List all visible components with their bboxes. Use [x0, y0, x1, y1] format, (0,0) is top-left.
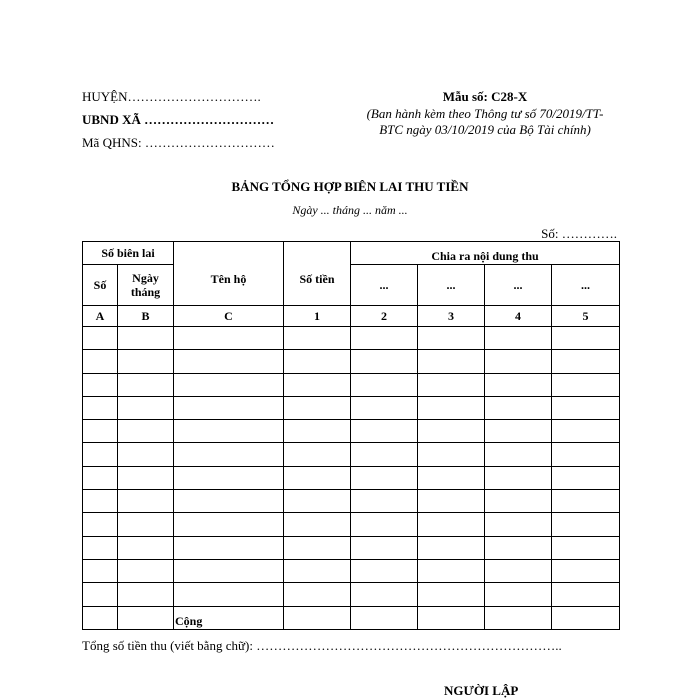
document-number-line: Số: …………. [541, 226, 617, 241]
form-number: Mẫu số: C28-X [442, 89, 528, 104]
table-cell [552, 443, 620, 466]
table-cell [552, 466, 620, 489]
table-cell [485, 396, 552, 419]
table-cell [83, 583, 118, 606]
table-cell [284, 513, 351, 536]
table-cell [174, 327, 284, 350]
table-cell [118, 583, 174, 606]
total-label: Cộng [174, 606, 284, 629]
table-cell [118, 490, 174, 513]
header-sub-col-3: ... [485, 265, 552, 306]
table-cell [351, 420, 418, 443]
table-cell [174, 536, 284, 559]
table-cell [284, 350, 351, 373]
table-cell [485, 420, 552, 443]
table-cell [83, 420, 118, 443]
table-cell [552, 559, 620, 582]
table-cell [284, 536, 351, 559]
header-household-name: Tên hộ [174, 242, 284, 306]
table-cell [552, 513, 620, 536]
table-row [83, 373, 620, 396]
table-cell [118, 420, 174, 443]
table-cell [552, 536, 620, 559]
total-cell [83, 606, 118, 629]
table-cell [284, 490, 351, 513]
regulation-note-line-2: BTC ngày 03/10/2019 của Bộ Tài chính) [379, 122, 591, 137]
table-cell [485, 536, 552, 559]
table-cell [118, 513, 174, 536]
table-cell [118, 327, 174, 350]
header-content-group: Chia ra nội dung thu [351, 242, 620, 265]
table-cell [174, 350, 284, 373]
table-cell [351, 350, 418, 373]
col-code-a: A [83, 306, 118, 327]
total-cell [118, 606, 174, 629]
total-in-words-line: Tổng số tiền thu (viết bằng chữ): …………………………………………………………….. [82, 638, 562, 653]
table-cell [284, 466, 351, 489]
table-cell [174, 513, 284, 536]
table-row [83, 443, 620, 466]
table-cell [118, 373, 174, 396]
table-cell [485, 513, 552, 536]
table-cell [174, 373, 284, 396]
table-cell [552, 373, 620, 396]
table-cell [174, 420, 284, 443]
table-cell [418, 559, 485, 582]
table-cell [118, 443, 174, 466]
header-amount: Số tiền [284, 242, 351, 306]
table-cell [485, 559, 552, 582]
header-sub-col-1: ... [351, 265, 418, 306]
table-cell [351, 513, 418, 536]
table-cell [418, 396, 485, 419]
table-cell [418, 490, 485, 513]
table-cell [485, 327, 552, 350]
table-row [83, 583, 620, 606]
table-cell [83, 513, 118, 536]
table-cell [118, 559, 174, 582]
header-sub-col-4: ... [552, 265, 620, 306]
col-code-c: C [174, 306, 284, 327]
table-cell [418, 466, 485, 489]
qhns-code-line: Mã QHNS: ………………………… [82, 135, 275, 150]
table-cell [83, 350, 118, 373]
table-cell [418, 443, 485, 466]
table-cell [83, 443, 118, 466]
table-cell [552, 396, 620, 419]
col-code-4: 4 [485, 306, 552, 327]
table-cell [284, 327, 351, 350]
page-title: BẢNG TỔNG HỢP BIÊN LAI THU TIỀN [231, 179, 469, 194]
table-cell [485, 443, 552, 466]
table-cell [351, 327, 418, 350]
table-cell [351, 443, 418, 466]
table-cell [284, 443, 351, 466]
table-cell [485, 466, 552, 489]
table-cell [284, 583, 351, 606]
district-line: HUYỆN…………………………. [82, 89, 261, 104]
table-cell [83, 490, 118, 513]
table-cell [485, 583, 552, 606]
table-cell [284, 373, 351, 396]
table-row [83, 536, 620, 559]
table-cell [418, 420, 485, 443]
table-cell [284, 396, 351, 419]
table-cell [174, 559, 284, 582]
table-cell [83, 373, 118, 396]
table-cell [83, 396, 118, 419]
table-cell [284, 559, 351, 582]
table-cell [174, 443, 284, 466]
table-cell [552, 583, 620, 606]
table-cell [552, 350, 620, 373]
header-receipt-number: Số [83, 265, 118, 306]
col-code-b: B [118, 306, 174, 327]
table-row [83, 327, 620, 350]
table-cell [418, 327, 485, 350]
table-row [83, 466, 620, 489]
table-cell [118, 350, 174, 373]
preparer-label: NGƯỜI LẬP [444, 683, 519, 698]
table-cell [83, 559, 118, 582]
table-row [83, 396, 620, 419]
table-cell [418, 583, 485, 606]
total-cell [552, 606, 620, 629]
table-cell [351, 559, 418, 582]
table-cell [118, 466, 174, 489]
table-row [83, 513, 620, 536]
table-cell [118, 396, 174, 419]
table-row [83, 420, 620, 443]
table-cell [485, 490, 552, 513]
total-cell [351, 606, 418, 629]
table-cell [284, 420, 351, 443]
table-cell [83, 466, 118, 489]
table-cell [485, 350, 552, 373]
table-cell [351, 536, 418, 559]
total-cell [284, 606, 351, 629]
table-cell [351, 396, 418, 419]
table-cell [174, 396, 284, 419]
table-cell [418, 373, 485, 396]
table-cell [351, 490, 418, 513]
col-code-3: 3 [418, 306, 485, 327]
table-cell [83, 536, 118, 559]
table-row [83, 559, 620, 582]
table-cell [418, 536, 485, 559]
regulation-note-line-1: (Ban hành kèm theo Thông tư số 70/2019/TT- [366, 106, 604, 121]
table-row [83, 350, 620, 373]
table-cell [83, 327, 118, 350]
table-cell [418, 350, 485, 373]
table-cell [118, 536, 174, 559]
table-cell [174, 583, 284, 606]
table-cell [418, 513, 485, 536]
col-code-5: 5 [552, 306, 620, 327]
date-line: Ngày ... tháng ... năm ... [292, 203, 408, 217]
table-row [83, 490, 620, 513]
header-receipt-group: Số biên lai [83, 242, 174, 265]
table-cell [174, 490, 284, 513]
header-sub-col-2: ... [418, 265, 485, 306]
table-cell [174, 466, 284, 489]
commune-committee-line: UBND XÃ ………………………… [82, 112, 275, 127]
table-cell [351, 583, 418, 606]
col-code-2: 2 [351, 306, 418, 327]
table-cell [351, 466, 418, 489]
receipt-summary-table [82, 241, 620, 630]
table-cell [552, 327, 620, 350]
table-cell [351, 373, 418, 396]
total-cell [485, 606, 552, 629]
col-code-1: 1 [284, 306, 351, 327]
header-receipt-date: Ngày tháng [118, 265, 174, 306]
table-cell [552, 420, 620, 443]
table-cell [485, 373, 552, 396]
total-cell [418, 606, 485, 629]
table-cell [552, 490, 620, 513]
